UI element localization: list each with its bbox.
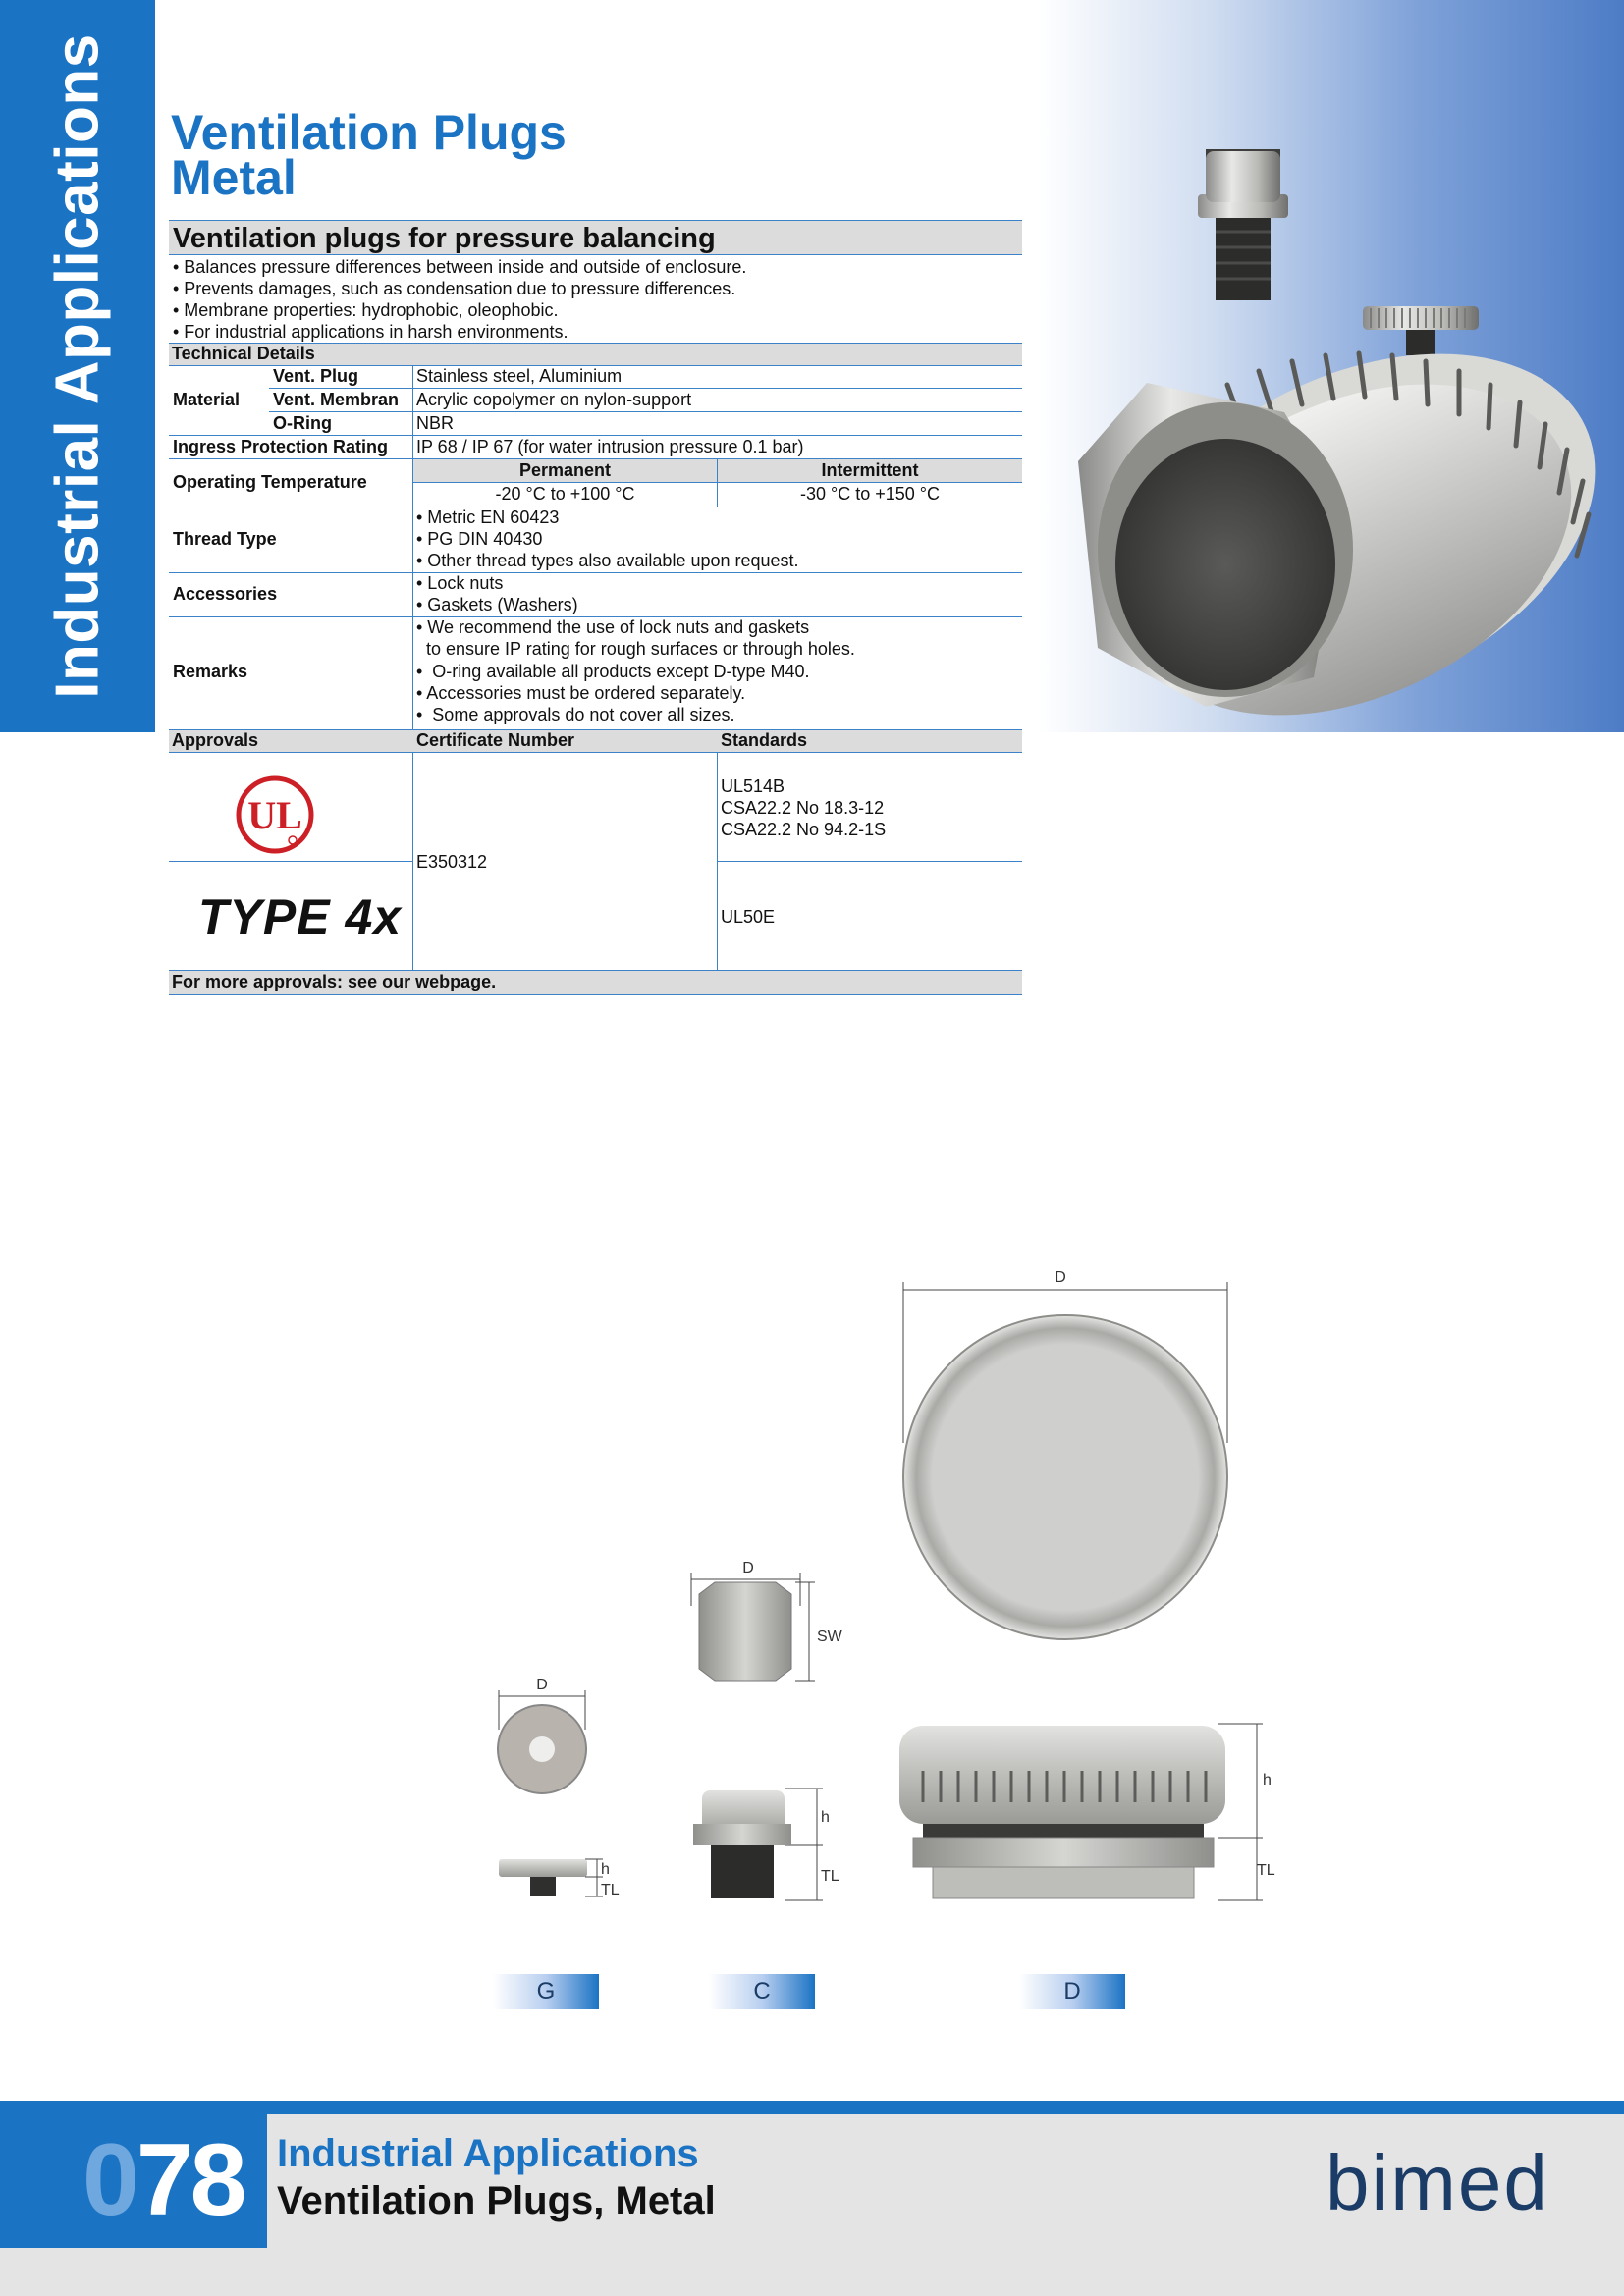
dim-tl-label: TL: [821, 1868, 839, 1885]
accessories-label: Accessories: [173, 584, 278, 604]
intermittent-header: Intermittent: [821, 460, 919, 480]
table-row: [169, 573, 1022, 617]
approvals-footer-note: For more approvals: see our webpage.: [172, 972, 497, 991]
footer-strip: [0, 2101, 1624, 2114]
feature-item: • For industrial applications in harsh environments.: [173, 322, 568, 342]
approvals-table: [169, 752, 1022, 970]
section-heading: Ventilation plugs for pressure balancing: [173, 223, 716, 254]
feature-item: • Membrane properties: hydrophobic, oleophobic.: [173, 300, 559, 320]
dim-tl-label: TL: [1257, 1862, 1275, 1879]
feature-list: [173, 256, 1017, 343]
type-tab-d: D: [1019, 1974, 1125, 2009]
plug-d-photo: [1074, 284, 1624, 732]
standards-header-label: Standards: [721, 730, 808, 750]
permanent-value: -20 °C to +100 °C: [495, 484, 635, 504]
plug-d-top-view: [903, 1315, 1227, 1639]
hero-panel: [1039, 0, 1624, 732]
remarks-label: Remarks: [173, 662, 248, 681]
table-row: [169, 507, 1022, 573]
table-row: [269, 389, 1022, 412]
type-tab-g: G: [493, 1974, 599, 2009]
material-key: Vent. Plug: [273, 366, 359, 386]
remarks-item: • Some approvals do not cover all sizes.: [416, 705, 735, 724]
technical-details-bar: [169, 343, 1022, 366]
page-number-rest: 78: [135, 2123, 244, 2237]
brand-logo: bimed: [1326, 2139, 1549, 2226]
material-value: Stainless steel, Aluminium: [416, 366, 623, 386]
title-line-1: Ventilation Plugs: [171, 105, 567, 160]
feature-item: • Balances pressure differences between inside and outside of enclosure.: [173, 257, 747, 277]
standard-item: UL50E: [721, 907, 776, 927]
footer-number-box: [0, 2114, 267, 2248]
table-row: [169, 459, 1022, 507]
accessories-item: • Lock nuts: [416, 573, 504, 593]
table-row: [169, 617, 1022, 727]
title-line-2: Metal: [171, 150, 297, 205]
page-title: [171, 105, 567, 205]
approvals-header: [169, 729, 1022, 753]
footer-line-1: Industrial Applications: [277, 2132, 699, 2175]
type4x-logo: TYPE 4x: [198, 889, 403, 944]
accessories-item: • Gaskets (Washers): [416, 595, 578, 614]
ingress-value: IP 68 / IP 67 (for water intrusion pressure 0.1 bar): [416, 437, 804, 456]
remarks-item: • Accessories must be ordered separately.: [416, 683, 746, 703]
material-value: Acrylic copolymer on nylon-support: [416, 390, 692, 409]
page-number-lead: 0: [82, 2123, 136, 2237]
table-row: [269, 365, 1022, 389]
dim-d-label: D: [742, 1560, 754, 1576]
dim-h-label: h: [821, 1809, 830, 1826]
dim-tl-label: TL: [601, 1882, 620, 1898]
material-value: NBR: [416, 413, 455, 433]
type-tab-c: C: [709, 1974, 815, 2009]
certificate-header-label: Certificate Number: [416, 730, 575, 750]
approvals-header-label: Approvals: [172, 730, 259, 750]
plug-c-photo: [1198, 149, 1288, 300]
remarks-item: • We recommend the use of lock nuts and gaskets: [416, 617, 810, 637]
thread-label: Thread Type: [173, 529, 277, 549]
approvals-row-line: [718, 861, 1022, 862]
footer-line-2: Ventilation Plugs, Metal: [277, 2179, 716, 2222]
dim-d-label: D: [536, 1677, 548, 1693]
intermittent-value: -30 °C to +150 °C: [800, 484, 940, 504]
thread-item: • Metric EN 60423: [416, 507, 560, 527]
ul-logo-text: UL: [247, 793, 302, 837]
remarks-item: • O-ring available all products except D-type M40.: [416, 662, 810, 681]
dim-h-label: h: [1263, 1772, 1272, 1789]
approvals-row-line: [169, 861, 412, 862]
plug-d-side-view: [899, 1726, 1225, 1824]
spec-table: [169, 365, 1022, 753]
feature-item: • Prevents damages, such as condensation due to pressure differences.: [173, 279, 736, 298]
dim-d-label: D: [1055, 1269, 1066, 1286]
table-row: [169, 436, 1022, 459]
standard-item: CSA22.2 No 18.3-12: [721, 798, 885, 818]
material-key: O-Ring: [273, 413, 332, 433]
material-key: Vent. Membran: [273, 390, 400, 409]
plug-g-photo: [1363, 306, 1479, 355]
section-heading-bar: [169, 220, 1022, 255]
ingress-label: Ingress Protection Rating: [173, 437, 389, 456]
remarks-item: to ensure IP rating for rough surfaces or through holes.: [416, 639, 855, 659]
product-photo: [1039, 0, 1624, 732]
thread-item: • PG DIN 40430: [416, 529, 543, 549]
thread-item: • Other thread types also available upon request.: [416, 551, 799, 570]
standard-item: CSA22.2 No 94.2-1S: [721, 820, 887, 839]
dim-h-label: h: [601, 1861, 610, 1878]
certificate-number: E350312: [416, 852, 488, 872]
material-label: Material: [173, 390, 241, 409]
side-band-label: Industrial Applications: [43, 33, 112, 699]
permanent-header: Permanent: [518, 460, 612, 480]
standard-item: UL514B: [721, 776, 785, 796]
temperature-label: Operating Temperature: [173, 472, 367, 492]
ul-logo: [234, 774, 316, 856]
dimension-drawings: [471, 1256, 1296, 1983]
side-band: [0, 0, 155, 732]
table-row: [169, 412, 1022, 436]
approvals-divider: [412, 752, 413, 970]
dim-sw-label: SW: [817, 1629, 842, 1645]
technical-details-label: Technical Details: [172, 344, 315, 363]
approvals-footer-note-bar: [169, 970, 1022, 995]
page-number: [82, 2123, 244, 2237]
plug-c-top-view: [699, 1582, 791, 1681]
plug-g-side-view: [499, 1859, 587, 1877]
